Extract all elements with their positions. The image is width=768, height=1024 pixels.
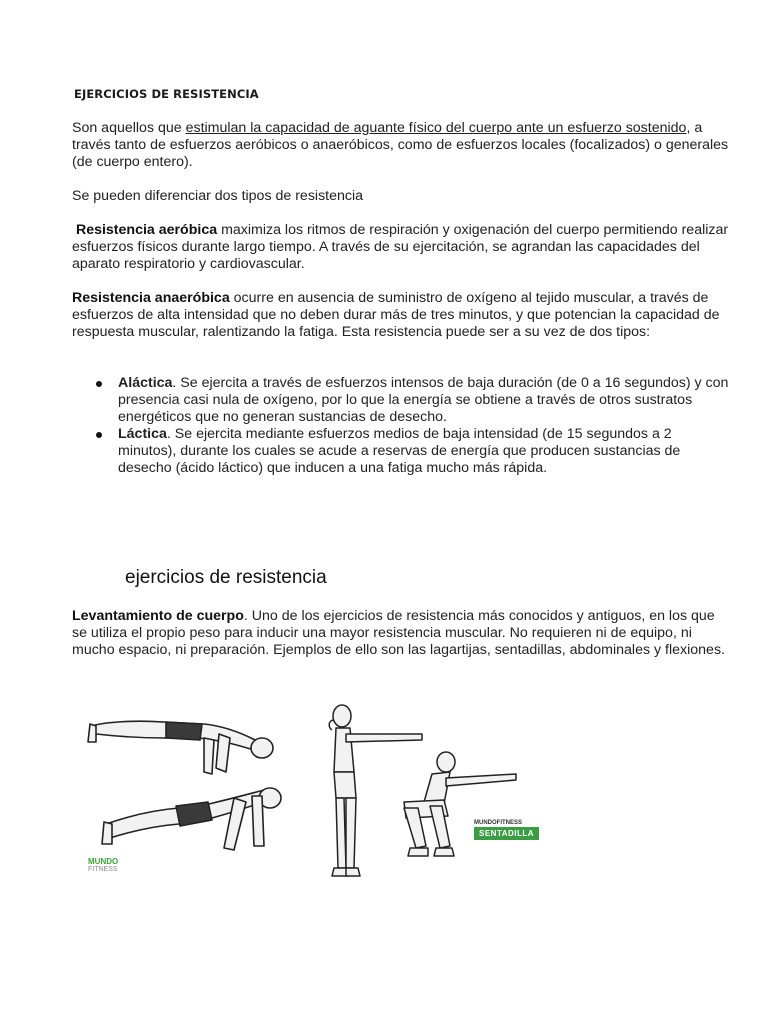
logo-right-brand: MUNDOFITNESS [474, 820, 522, 826]
logo-left-top: MUNDO [88, 857, 119, 866]
anaerobic-term: Resistencia anaeróbica [72, 290, 230, 306]
intro-paragraph [72, 120, 732, 171]
bullet-term: Aláctica [118, 375, 173, 391]
aerobic-term: Resistencia aeróbica [75, 222, 218, 238]
intro-suffix: , a través tanto de esfuerzos aeróbicos o anaeróbicos, como de esfuerzos locales (focalizados) o generales (de cuerpo entero). [72, 120, 729, 170]
bodyweight-term: Levantamiento de cuerpo [72, 608, 244, 624]
bodyweight-text: . Uno de los ejercicios de resistencia más conocidos y antiguos, en los que se utiliza el propio peso para inducir una mayor resistencia muscular. No requieren ni de equipo, ni mucho espacio, ni preparación. Ejemplos de ello son las lagartijas, sentadillas, abdominales y flexiones. [72, 608, 725, 658]
mundo-fitness-logo-right [474, 820, 539, 840]
types-intro: Se pueden diferenciar dos tipos de resistencia [72, 188, 364, 204]
bullet-term: Láctica [118, 426, 167, 442]
aerobic-text: maximiza los ritmos de respiración y oxigenación del cuerpo permitiendo realizar esfuerzos físicos durante largo tiempo. A través de su ejercitación, se agrandan las capacidades del aparato respiratorio y cardiovascular. [72, 222, 729, 272]
document-title: EJERCICIOS DE RESISTENCIA [74, 87, 259, 101]
bodyweight-paragraph [72, 608, 732, 659]
bullet-icon [96, 381, 102, 387]
sentadilla-tag: SENTADILLA [474, 827, 539, 840]
aerobic-paragraph [72, 222, 732, 273]
logo-left-bottom: FITNESS [88, 866, 118, 873]
intro-prefix: Son aquellos que [72, 120, 186, 136]
exercise-illustration [84, 698, 524, 888]
bullet-text: . Se ejercita a través de esfuerzos intensos de baja duración (de 0 a 16 segundos) y con presencia casi nula de oxígeno, por lo que la energía se obtiene a través de otros sustratos energéticos que no generan sustancias de desecho. [118, 375, 729, 425]
bullet-text: . Se ejercita mediante esfuerzos medios de baja intensidad (de 15 segundos a 2 minutos), durante los cuales se acude a reservas de energía que producen sustancias de desecho (ácido láctico) que inducen a una fatiga mucho más rápida. [118, 426, 681, 476]
pushup-down-figure [102, 788, 281, 850]
mundo-fitness-logo-left [88, 858, 118, 874]
anaerobic-paragraph [72, 290, 732, 341]
list-item [72, 426, 732, 477]
squat-crouch-figure [404, 752, 516, 856]
intro-underlined: estimulan la capacidad de aguante físico del cuerpo ante un esfuerzo sostenido [185, 120, 687, 136]
squat-standing-figure [329, 705, 422, 876]
pushup-up-figure [88, 721, 273, 774]
resistance-types-list [72, 375, 732, 477]
bullet-icon [96, 432, 102, 438]
anaerobic-text: ocurre en ausencia de suministro de oxígeno al tejido muscular, a través de esfuerzos de alta intensidad que no deben durar más de tres minutos, y que potencian la capacidad de respuesta muscular, ralentizando la fatiga. Esta resistencia puede ser a su vez de dos tipos: [72, 290, 720, 340]
section-title: ejercicios de resistencia [125, 567, 327, 588]
list-item [72, 375, 732, 426]
